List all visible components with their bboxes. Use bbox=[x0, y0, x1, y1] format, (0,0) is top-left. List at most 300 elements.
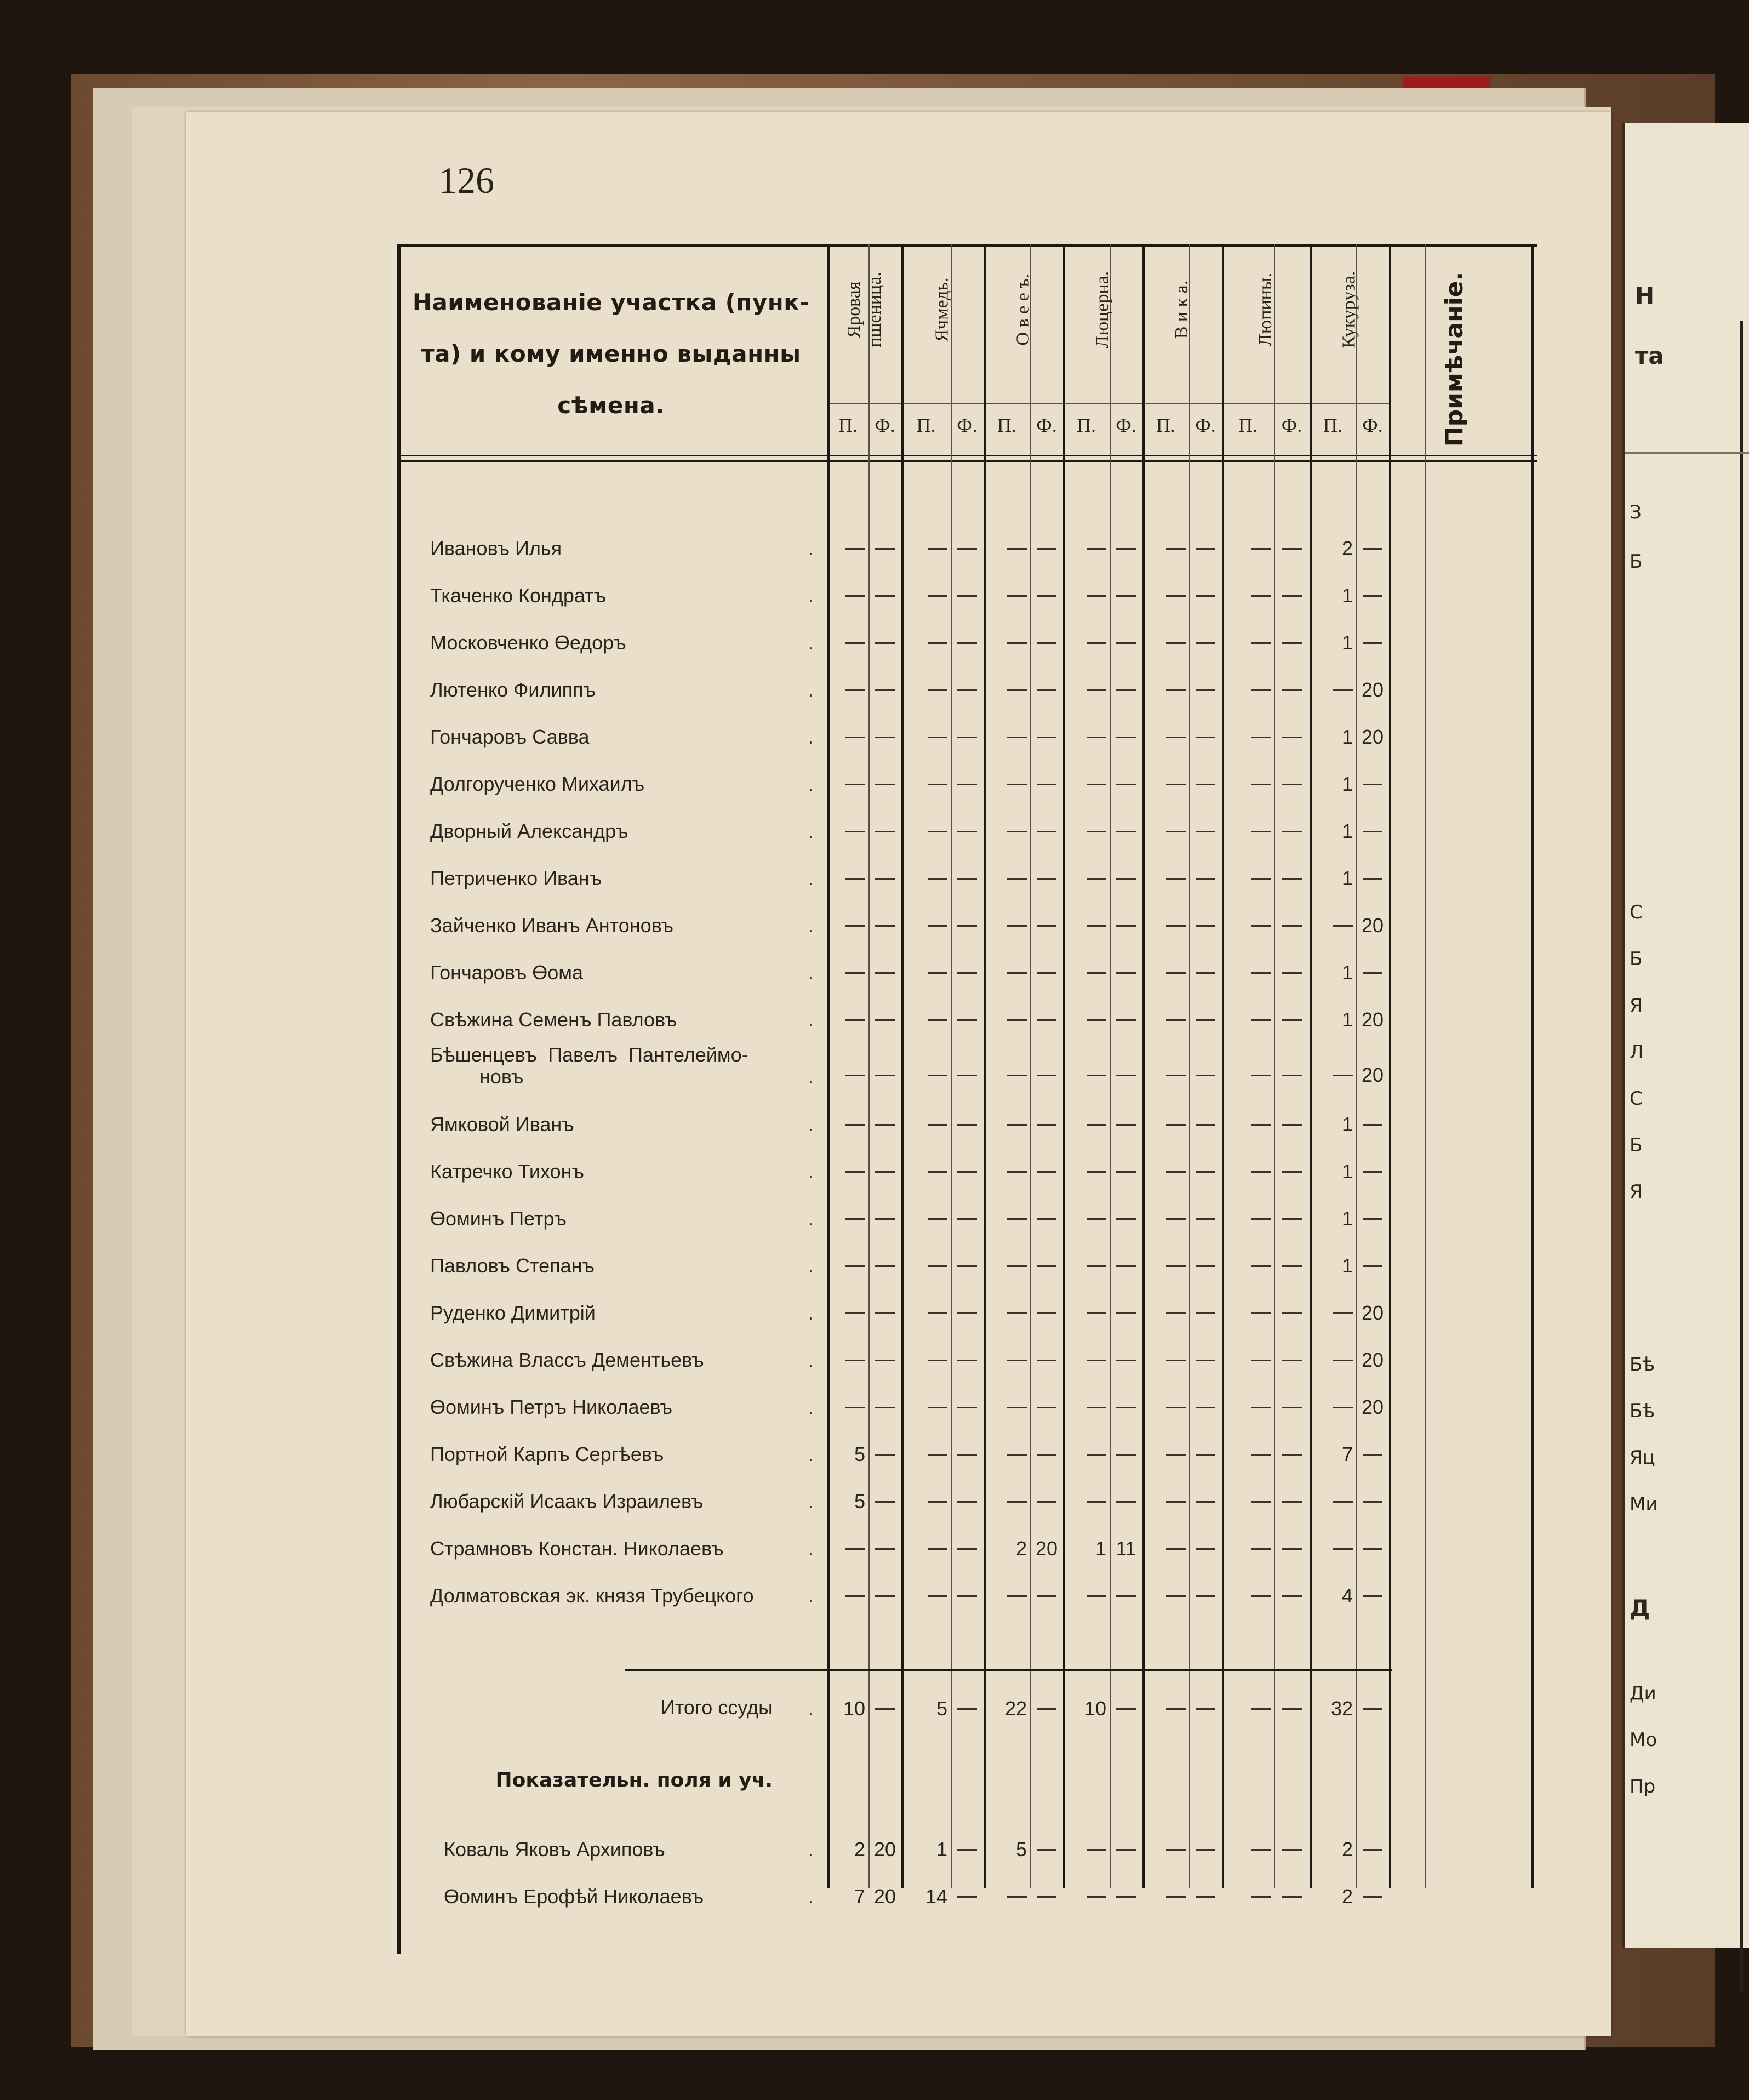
facing-page-header-rule bbox=[1625, 452, 1749, 454]
table-cell bbox=[1030, 629, 1063, 657]
cell-value: 2 bbox=[854, 1838, 865, 1861]
dash-mark bbox=[1037, 1708, 1056, 1710]
table-cell bbox=[827, 1488, 868, 1515]
dash-mark bbox=[1282, 689, 1302, 691]
row-name: Бѣшенцевъ Павелъ Пантелеймо- bbox=[430, 1043, 748, 1066]
row-name: Страмновъ Констан. Николаевъ bbox=[430, 1537, 724, 1560]
table-cell bbox=[1222, 1582, 1274, 1610]
dash-mark bbox=[928, 1171, 947, 1173]
table-cell bbox=[1030, 676, 1063, 704]
f-label: Ф. bbox=[1281, 414, 1302, 436]
table-cell bbox=[1142, 1062, 1189, 1089]
table-cell bbox=[1142, 1836, 1189, 1863]
dash-mark bbox=[1282, 1218, 1302, 1220]
table-cell bbox=[1274, 1883, 1310, 1910]
table-cell bbox=[827, 865, 868, 892]
f-label: Ф. bbox=[875, 414, 895, 436]
dash-mark bbox=[845, 784, 865, 785]
crop-header bbox=[901, 255, 984, 364]
dash-mark bbox=[928, 548, 947, 550]
table-cell bbox=[901, 959, 951, 986]
row-name: Портной Карпъ Сергѣевъ bbox=[430, 1443, 664, 1465]
table-cell bbox=[868, 1158, 901, 1185]
dash-mark bbox=[1007, 1075, 1027, 1076]
dash-mark bbox=[928, 1454, 947, 1456]
dash-mark bbox=[1037, 1454, 1056, 1456]
table-cell bbox=[1310, 1205, 1356, 1232]
table-cell bbox=[1030, 959, 1063, 986]
table-cell bbox=[901, 771, 951, 798]
table-cell bbox=[1356, 865, 1389, 892]
table-cell bbox=[1110, 1883, 1142, 1910]
table-cell bbox=[868, 535, 901, 562]
table-cell bbox=[1063, 676, 1110, 704]
table-cell bbox=[901, 912, 951, 939]
dash-mark bbox=[1116, 878, 1136, 880]
cell-value: 20 bbox=[1361, 1396, 1384, 1418]
dash-mark bbox=[1251, 689, 1271, 691]
table-cell bbox=[1110, 676, 1142, 704]
dash-mark bbox=[1166, 1265, 1186, 1267]
dash-mark bbox=[1166, 642, 1186, 644]
table-cell bbox=[1222, 1535, 1274, 1562]
dash-mark bbox=[1333, 1312, 1353, 1314]
dash-mark bbox=[928, 1407, 947, 1408]
table-cell bbox=[1356, 1252, 1389, 1280]
dash-mark bbox=[1037, 784, 1056, 785]
table-cell bbox=[1274, 1205, 1310, 1232]
table-cell bbox=[1189, 959, 1222, 986]
table-cell bbox=[1142, 1441, 1189, 1468]
leader-dots: . bbox=[808, 537, 814, 560]
dash-mark bbox=[1116, 1019, 1136, 1021]
table-cell bbox=[1030, 1441, 1063, 1468]
dash-mark bbox=[1037, 1019, 1056, 1021]
dash-mark bbox=[957, 1218, 977, 1220]
dash-mark bbox=[845, 925, 865, 927]
table-cell bbox=[1356, 676, 1389, 704]
table-cell bbox=[984, 629, 1030, 657]
crop-header-label: Ячмедь. bbox=[932, 277, 952, 342]
dash-mark bbox=[1363, 1708, 1382, 1710]
facing-page-row-fragment: Я bbox=[1630, 1181, 1643, 1203]
table-cell bbox=[1030, 1883, 1063, 1910]
table-cell bbox=[1310, 629, 1356, 657]
dash-mark bbox=[1251, 595, 1271, 597]
dash-mark bbox=[875, 1171, 895, 1173]
dash-mark bbox=[1087, 972, 1106, 974]
table-cell bbox=[1030, 1062, 1063, 1089]
dash-mark bbox=[928, 642, 947, 644]
table-cell bbox=[984, 1582, 1030, 1610]
dash-mark bbox=[875, 972, 895, 974]
row-name: Ямковой Иванъ bbox=[430, 1113, 574, 1135]
facing-page-row-fragment: Л bbox=[1630, 1041, 1644, 1063]
table-cell bbox=[1310, 1441, 1356, 1468]
table-cell bbox=[1222, 1158, 1274, 1185]
dash-mark bbox=[957, 1075, 977, 1076]
table-cell bbox=[1274, 865, 1310, 892]
table-cell bbox=[827, 912, 868, 939]
table-cell bbox=[951, 1062, 984, 1089]
dash-mark bbox=[1037, 1075, 1056, 1076]
table-cell bbox=[1110, 1006, 1142, 1034]
table-cell bbox=[1142, 1158, 1189, 1185]
facing-page-row-fragment: Пр bbox=[1630, 1776, 1656, 1797]
table-cell bbox=[1189, 1252, 1222, 1280]
table-cell bbox=[1063, 1299, 1110, 1327]
table-cell bbox=[951, 1111, 984, 1138]
table-cell bbox=[1356, 1695, 1389, 1722]
dash-mark bbox=[1116, 1708, 1136, 1710]
table-cell bbox=[868, 1394, 901, 1421]
table-cell bbox=[1356, 1836, 1389, 1863]
dash-mark bbox=[845, 1019, 865, 1021]
table-cell bbox=[1222, 535, 1274, 562]
table-cell bbox=[901, 1488, 951, 1515]
dash-mark bbox=[1037, 1265, 1056, 1267]
dash-mark bbox=[1087, 1595, 1106, 1597]
dash-mark bbox=[1087, 737, 1106, 738]
table-cell bbox=[1142, 865, 1189, 892]
dash-mark bbox=[1251, 831, 1271, 832]
table-cell bbox=[984, 959, 1030, 986]
table-cell bbox=[901, 1062, 951, 1089]
dash-mark bbox=[1037, 972, 1056, 974]
dash-mark bbox=[1251, 878, 1271, 880]
table-cell bbox=[1030, 1535, 1063, 1562]
table-cell bbox=[901, 1535, 951, 1562]
dash-mark bbox=[1116, 1218, 1136, 1220]
table-cell bbox=[1142, 582, 1189, 609]
table-cell bbox=[1110, 912, 1142, 939]
cell-value: 1 bbox=[1341, 773, 1353, 795]
leader-dots: . bbox=[808, 1008, 814, 1031]
table-cell bbox=[1189, 865, 1222, 892]
dash-mark bbox=[1196, 831, 1215, 832]
dash-mark bbox=[1116, 737, 1136, 738]
p-label: П. bbox=[916, 414, 936, 436]
table-cell bbox=[1063, 1883, 1110, 1910]
dash-mark bbox=[928, 925, 947, 927]
table-cell bbox=[1030, 1394, 1063, 1421]
dash-mark bbox=[1196, 784, 1215, 785]
table-cell bbox=[868, 959, 901, 986]
dash-mark bbox=[928, 972, 947, 974]
dash-mark bbox=[875, 548, 895, 550]
table-cell bbox=[1274, 1062, 1310, 1089]
table-cell bbox=[1110, 1695, 1142, 1722]
dash-mark bbox=[1087, 1454, 1106, 1456]
table-cell bbox=[868, 1299, 901, 1327]
dash-mark bbox=[1333, 1407, 1353, 1408]
facing-page-header-fragment: та bbox=[1635, 343, 1664, 369]
cell-value: 1 bbox=[1341, 1207, 1353, 1230]
table-cell bbox=[868, 1346, 901, 1374]
table-cell bbox=[1189, 818, 1222, 845]
dash-mark bbox=[957, 1019, 977, 1021]
table-cell bbox=[984, 1006, 1030, 1034]
table-cell bbox=[868, 912, 901, 939]
table-cell bbox=[1030, 1695, 1063, 1722]
dash-mark bbox=[1087, 1265, 1106, 1267]
dash-mark bbox=[1007, 1360, 1027, 1361]
table-cell bbox=[1310, 723, 1356, 751]
dash-mark bbox=[928, 1548, 947, 1550]
table-cell bbox=[1274, 723, 1310, 751]
dash-mark bbox=[845, 548, 865, 550]
table-cell bbox=[984, 582, 1030, 609]
dash-mark bbox=[928, 737, 947, 738]
dash-mark bbox=[1087, 595, 1106, 597]
dash-mark bbox=[1282, 925, 1302, 927]
dash-mark bbox=[1116, 784, 1136, 785]
dash-mark bbox=[875, 925, 895, 927]
table-cell bbox=[868, 582, 901, 609]
table-cell bbox=[901, 865, 951, 892]
dash-mark bbox=[1116, 1501, 1136, 1503]
table-cell bbox=[1274, 1695, 1310, 1722]
table-cell bbox=[901, 1252, 951, 1280]
table-cell bbox=[984, 1535, 1030, 1562]
table-cell bbox=[901, 1394, 951, 1421]
dash-mark bbox=[1282, 1501, 1302, 1503]
table-cell bbox=[1142, 1346, 1189, 1374]
table-cell bbox=[1063, 959, 1110, 986]
table-cell bbox=[901, 1299, 951, 1327]
dash-mark bbox=[1166, 1595, 1186, 1597]
dash-mark bbox=[1116, 1171, 1136, 1173]
dash-mark bbox=[875, 1548, 895, 1550]
dash-mark bbox=[1116, 1075, 1136, 1076]
dash-mark bbox=[845, 1075, 865, 1076]
table-cell bbox=[1110, 1582, 1142, 1610]
dash-mark bbox=[1166, 548, 1186, 550]
table-cell bbox=[1222, 865, 1274, 892]
cell-value: 32 bbox=[1330, 1697, 1353, 1720]
dash-mark bbox=[1251, 642, 1271, 644]
facing-page-row-fragment: З bbox=[1630, 501, 1642, 523]
table-cell bbox=[1142, 676, 1189, 704]
dash-mark bbox=[1196, 1548, 1215, 1550]
table-cell bbox=[984, 1394, 1030, 1421]
dash-mark bbox=[875, 1312, 895, 1314]
dash-mark bbox=[1037, 1501, 1056, 1503]
table-cell bbox=[1063, 1205, 1110, 1232]
column-rule bbox=[1389, 244, 1391, 1888]
table-cell bbox=[1063, 912, 1110, 939]
table-cell bbox=[1222, 723, 1274, 751]
table-cell bbox=[1356, 959, 1389, 986]
dash-mark bbox=[1116, 642, 1136, 644]
leader-dots: . bbox=[808, 1537, 814, 1560]
table-cell bbox=[1063, 1111, 1110, 1138]
table-cell bbox=[1189, 1111, 1222, 1138]
dash-mark bbox=[875, 1454, 895, 1456]
notes-rule bbox=[1425, 244, 1426, 1888]
dash-mark bbox=[1007, 1896, 1027, 1898]
table-cell bbox=[951, 1582, 984, 1610]
table-cell bbox=[951, 1346, 984, 1374]
table-cell bbox=[868, 1111, 901, 1138]
table-cell bbox=[951, 1836, 984, 1863]
table-cell bbox=[1222, 1394, 1274, 1421]
dash-mark bbox=[1166, 1312, 1186, 1314]
table-cell bbox=[984, 1346, 1030, 1374]
dash-mark bbox=[1363, 831, 1382, 832]
cell-value: 20 bbox=[873, 1838, 896, 1861]
table-cell bbox=[868, 818, 901, 845]
dash-mark bbox=[957, 1360, 977, 1361]
table-cell bbox=[1030, 1111, 1063, 1138]
dash-mark bbox=[1363, 878, 1382, 880]
dash-mark bbox=[875, 1265, 895, 1267]
table-cell bbox=[1189, 1346, 1222, 1374]
dash-mark bbox=[957, 1312, 977, 1314]
leader-dots: . bbox=[808, 1697, 814, 1720]
table-cell bbox=[827, 1205, 868, 1232]
table-cell bbox=[1110, 818, 1142, 845]
table-cell bbox=[1189, 1441, 1222, 1468]
cell-value: 5 bbox=[854, 1443, 865, 1465]
dash-mark bbox=[875, 595, 895, 597]
table-cell bbox=[1189, 1582, 1222, 1610]
cell-value: 2 bbox=[1015, 1537, 1027, 1560]
row-name-continuation: новъ bbox=[479, 1065, 524, 1088]
table-cell bbox=[1274, 1111, 1310, 1138]
dash-mark bbox=[1196, 689, 1215, 691]
table-cell bbox=[951, 629, 984, 657]
table-cell bbox=[1274, 1299, 1310, 1327]
dash-mark bbox=[845, 972, 865, 974]
table-cell bbox=[1189, 1394, 1222, 1421]
dash-mark bbox=[1251, 1708, 1271, 1710]
dash-mark bbox=[1196, 1849, 1215, 1851]
dash-mark bbox=[957, 878, 977, 880]
table-cell bbox=[951, 582, 984, 609]
table-cell bbox=[1356, 1062, 1389, 1089]
dash-mark bbox=[845, 1218, 865, 1220]
table-cell bbox=[984, 1111, 1030, 1138]
dash-mark bbox=[875, 1595, 895, 1597]
dash-mark bbox=[957, 737, 977, 738]
table-cell bbox=[1030, 1158, 1063, 1185]
table-cell bbox=[1142, 771, 1189, 798]
table-cell bbox=[868, 629, 901, 657]
table-cell bbox=[1110, 1158, 1142, 1185]
table-cell bbox=[868, 1252, 901, 1280]
table-cell bbox=[827, 959, 868, 986]
cell-value: 14 bbox=[925, 1885, 947, 1908]
table-cell bbox=[1063, 1582, 1110, 1610]
cell-value: 1 bbox=[1341, 631, 1353, 654]
table-right-rule bbox=[1531, 244, 1534, 1888]
dash-mark bbox=[1116, 1265, 1136, 1267]
table-cell bbox=[1189, 1158, 1222, 1185]
dash-mark bbox=[957, 1124, 977, 1126]
table-cell bbox=[1310, 959, 1356, 986]
dash-mark bbox=[1116, 689, 1136, 691]
dash-mark bbox=[1087, 1075, 1106, 1076]
dash-mark bbox=[845, 737, 865, 738]
dash-mark bbox=[928, 1075, 947, 1076]
table-cell bbox=[1063, 1441, 1110, 1468]
crop-header-label: О в е е ъ. bbox=[1013, 273, 1033, 346]
facing-page-rule bbox=[1740, 321, 1743, 1992]
cell-value: 20 bbox=[1361, 678, 1384, 701]
table-cell bbox=[1274, 1488, 1310, 1515]
table-cell bbox=[951, 1205, 984, 1232]
dash-mark bbox=[1166, 972, 1186, 974]
table-cell bbox=[901, 1836, 951, 1863]
facing-page-header-fragment: Н bbox=[1635, 282, 1655, 309]
header-name-line: Наименованіе участка (пунк- bbox=[412, 289, 810, 316]
dash-mark bbox=[1251, 1124, 1271, 1126]
table-cell bbox=[984, 1158, 1030, 1185]
leader-dots: . bbox=[808, 961, 814, 984]
table-cell bbox=[1063, 771, 1110, 798]
dash-mark bbox=[1116, 1360, 1136, 1361]
cell-value: 7 bbox=[854, 1885, 865, 1908]
dash-mark bbox=[1282, 1075, 1302, 1076]
table-cell bbox=[1356, 771, 1389, 798]
row-name: Коваль Яковъ Архиповъ bbox=[444, 1838, 665, 1861]
dash-mark bbox=[1087, 1896, 1106, 1898]
table-cell bbox=[827, 1883, 868, 1910]
dash-mark bbox=[1196, 1896, 1215, 1898]
facing-page-row-fragment: Б bbox=[1630, 1134, 1643, 1156]
dash-mark bbox=[1007, 1019, 1027, 1021]
cell-value: 1 bbox=[1341, 1008, 1353, 1031]
table-cell bbox=[901, 582, 951, 609]
dash-mark bbox=[845, 1171, 865, 1173]
dash-mark bbox=[957, 784, 977, 785]
dash-mark bbox=[1282, 878, 1302, 880]
table-cell bbox=[1189, 1062, 1222, 1089]
page-number: 126 bbox=[438, 159, 494, 201]
table-cell bbox=[1222, 1836, 1274, 1863]
row-name: Любарскій Исаакъ Израилевъ bbox=[430, 1490, 704, 1513]
facing-page bbox=[1622, 123, 1749, 1948]
table-cell bbox=[868, 1488, 901, 1515]
table-left-rule bbox=[397, 244, 401, 1954]
dash-mark bbox=[1282, 1454, 1302, 1456]
table-cell bbox=[951, 1006, 984, 1034]
table-cell bbox=[1356, 1441, 1389, 1468]
dash-mark bbox=[957, 1595, 977, 1597]
dash-mark bbox=[1251, 1501, 1271, 1503]
table-cell bbox=[1356, 1394, 1389, 1421]
dash-mark bbox=[957, 689, 977, 691]
dash-mark bbox=[1363, 1218, 1382, 1220]
dash-mark bbox=[875, 831, 895, 832]
dash-mark bbox=[1166, 831, 1186, 832]
table-cell bbox=[984, 1836, 1030, 1863]
table-cell bbox=[1110, 629, 1142, 657]
table-cell bbox=[984, 535, 1030, 562]
table-cell bbox=[1222, 1252, 1274, 1280]
leader-dots: . bbox=[808, 1207, 814, 1230]
dash-mark bbox=[1087, 1360, 1106, 1361]
p-label: П. bbox=[997, 414, 1016, 436]
table-cell bbox=[1189, 1836, 1222, 1863]
table-cell bbox=[1274, 1582, 1310, 1610]
cell-value: 1 bbox=[1341, 1254, 1353, 1277]
table-cell bbox=[1189, 1695, 1222, 1722]
table-cell bbox=[1110, 1111, 1142, 1138]
dash-mark bbox=[1282, 1265, 1302, 1267]
dash-mark bbox=[1196, 1454, 1215, 1456]
